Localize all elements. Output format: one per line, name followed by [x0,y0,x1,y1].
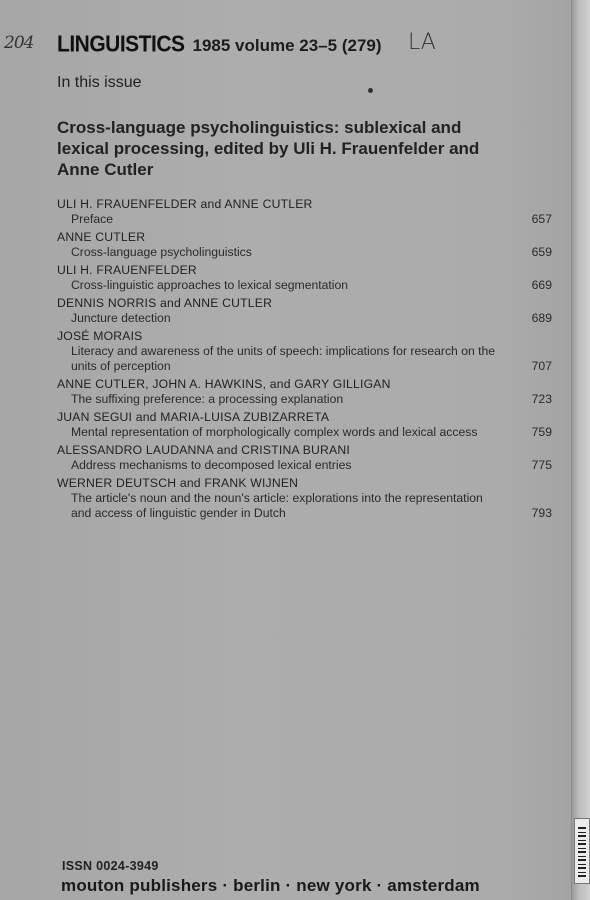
toc-entry [57,475,557,521]
toc-page: 775 [531,458,552,472]
toc-authors: ANNE CUTLER [57,230,146,244]
toc-page: 707 [531,359,552,373]
publisher-line: mouton publishers · berlin · new york · amsterdam [61,876,480,895]
toc-authors: WERNER DEUTSCH and FRANK WIJNEN [57,476,299,490]
handwritten-note-left: 204 [4,33,34,53]
toc-page: 657 [531,212,552,226]
toc-title: Mental representation of morphologically complex words and lexical access [71,425,478,439]
toc-authors: DENNIS NORRIS and ANNE CUTLER [57,296,273,310]
section-heading: In this issue [57,74,142,91]
toc-title: Juncture detection [71,311,171,325]
toc-entry [57,295,557,326]
toc-page: 669 [531,278,552,292]
toc-authors: JUAN SEGUI and MARIA-LUISA ZUBIZARRETA [57,410,330,424]
toc-title: Preface [71,212,114,226]
toc-title: The suffixing preference: a processing explanation [71,392,344,406]
toc-page: 793 [531,506,552,520]
toc-authors: ANNE CUTLER, JOHN A. HAWKINS, and GARY GILLIGAN [57,377,391,391]
barcode-icon [578,825,586,877]
toc-title: Cross-linguistic approaches to lexical segmentation [71,278,349,292]
handwritten-note-right: LA [408,30,436,55]
toc-entry [57,409,557,440]
toc-entry [57,196,557,227]
feature-title: Cross-language psycholinguistics: sublexical and lexical processing, edited by Uli H. Frauenfelder and Anne Cutler [57,118,480,179]
toc-page: 659 [531,245,552,259]
table-of-contents [57,196,557,523]
toc-entry [57,376,557,407]
toc-authors: ULI H. FRAUENFELDER and ANNE CUTLER [57,197,313,211]
toc-title: Address mechanisms to decomposed lexical entries [71,458,352,472]
toc-authors: ULI H. FRAUENFELDER [57,263,197,277]
issue-line: 1985 volume 23–5 (279) [192,36,382,55]
spine-edge [571,0,590,900]
masthead [57,33,382,57]
toc-entry [57,262,557,293]
library-barcode-sticker [574,818,590,884]
toc-title: Literacy and awareness of the units of speech: implications for research on the units of perception [71,344,496,373]
toc-authors: JOSÉ MORAIS [57,329,143,343]
toc-entry [57,328,557,374]
toc-authors: ALESSANDRO LAUDANNA and CRISTINA BURANI [57,443,350,457]
toc-title: Cross-language psycholinguistics [71,245,252,259]
toc-page: 759 [531,425,552,439]
ink-mark [368,88,373,93]
toc-page: 689 [531,311,552,325]
toc-entry [57,229,557,260]
journal-title: LINGUISTICS [57,32,185,57]
toc-title: The article's noun and the noun's article: explorations into the representation and access of linguistic gender in Dutch [71,491,483,520]
issn: ISSN 0024-3949 [62,859,159,873]
toc-entry [57,442,557,473]
toc-page: 723 [531,392,552,406]
